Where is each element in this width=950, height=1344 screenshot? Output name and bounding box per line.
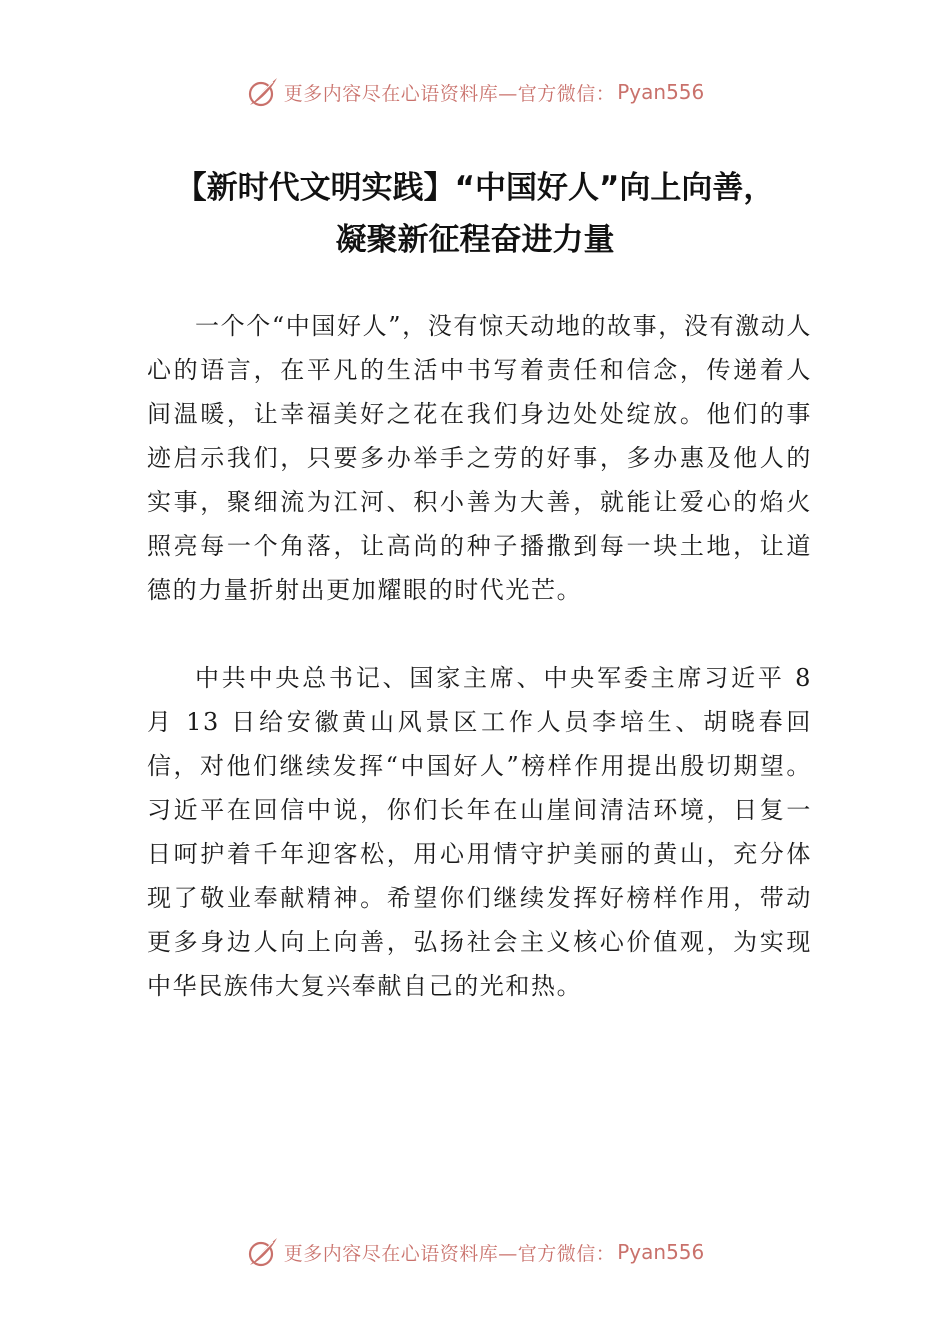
watermark-wechat-id: Pyan556 [617, 80, 705, 104]
header-watermark [0, 72, 950, 112]
watermark-text: 更多内容尽在心语资料库—官方微信： [283, 82, 616, 105]
paragraph-2: 中共中央总书记、国家主席、中央军委主席习近平 8 月 13 日给安徽黄山风景区工作人员李培生、胡晓春回信，对他们继续发挥“中国好人”榜样作用提出殷切期望。习近平在回信中说，你们长年在山崖间清洁环境，日复一日呵护着千年迎客松，用心用情守护美丽的黄山，充分体现了敬业奉献精神。希望你们继续发挥好榜样作用，带动更多身边人向上向善，弘扬社会主义核心价值观，为实现中华民族伟大复兴奉献自己的光和热。 [147, 664, 812, 1000]
title-line-1: 【新时代文明实践】“中国好人”向上向善， [175, 170, 775, 206]
watermark-wechat-id: Pyan556 [617, 1240, 705, 1264]
watermark-text: 更多内容尽在心语资料库—官方微信： [283, 1242, 616, 1265]
paragraph-1: 一个个“中国好人”，没有惊天动地的故事，没有激动人心的语言，在平凡的生活中书写着责任和信念，传递着人间温暖，让幸福美好之花在我们身边处处绽放。他们的事迹启示我们，只要多办举手之劳的好事，多办惠及他人的实事，聚细流为江河、积小善为大善，就能让爱心的焰火照亮每一个角落，让高尚的种子播撒到每一块土地，让道德的力量折射出更加耀眼的时代光芒。 [147, 312, 812, 604]
quill-logo-icon [246, 75, 280, 109]
document-title [100, 162, 850, 266]
title-line-2: 凝聚新征程奋进力量 [335, 222, 615, 258]
footer-watermark [0, 1232, 950, 1272]
quill-logo-icon [246, 1235, 280, 1269]
